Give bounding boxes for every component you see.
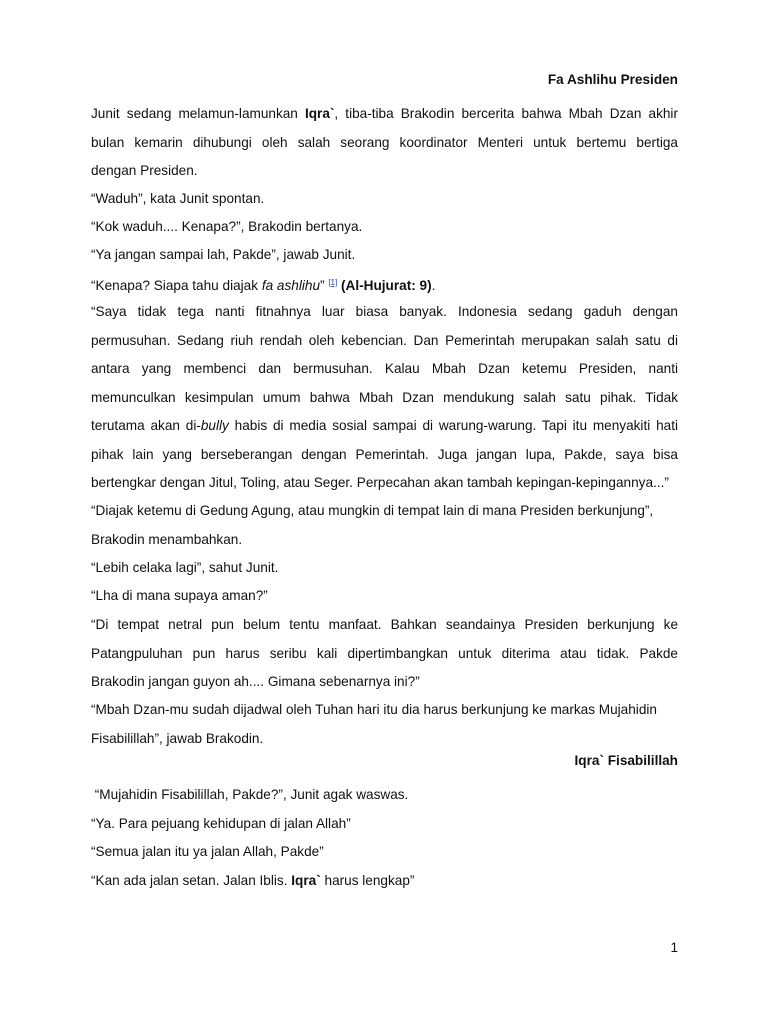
section-heading-fa-ashlihu: Fa Ashlihu Presiden bbox=[547, 72, 678, 87]
text-line: Junit sedang melamun-lamunkan Iqra`, tiba-tiba Brakodin bercerita bahwa Mbah Dzan akhir bbox=[91, 106, 678, 121]
text-line: “Mujahidin Fisabilillah, Pakde?”, Junit agak waswas. bbox=[91, 787, 409, 802]
footnote-reference-link[interactable]: [1] bbox=[328, 278, 338, 287]
paragraph-9 bbox=[91, 582, 678, 611]
paragraph-7 bbox=[91, 497, 678, 554]
text-line: Fisabilillah”, jawab Brakodin. bbox=[91, 730, 264, 746]
page-number: 1 bbox=[670, 940, 678, 955]
paragraph-4 bbox=[91, 241, 678, 270]
text-line: “Waduh”, kata Junit spontan. bbox=[91, 191, 265, 206]
paragraph-5 bbox=[91, 269, 678, 298]
paragraph-10 bbox=[91, 611, 678, 697]
text-line: bertengkar dengan Jitul, Toling, atau Seger. Perpecahan akan tambah kepingan-kepingannya...” bbox=[91, 475, 669, 490]
paragraph-3 bbox=[91, 213, 678, 242]
text-line: “Semua jalan itu ya jalan Allah, Pakde” bbox=[91, 844, 324, 859]
text-line: “Ya jangan sampai lah, Pakde”, jawab Junit. bbox=[91, 247, 356, 262]
text-line: “Kok waduh.... Kenapa?”, Brakodin bertanya. bbox=[91, 219, 363, 234]
text-line: memunculkan kesimpulan umum bahwa Mbah Dzan mendukung salah satu pihak. Tidak bbox=[91, 389, 678, 405]
paragraph-2 bbox=[91, 185, 678, 214]
text-line: “Di tempat netral pun belum tentu manfaat. Bahkan seandainya Presiden berkunjung ke bbox=[91, 617, 678, 632]
paragraph-11 bbox=[91, 696, 678, 753]
text-line: Patangpuluhan pun harus seribu kali dipertimbangkan untuk diterima atau tidak. Pakde bbox=[91, 645, 678, 661]
text-line: terutama akan di-bully habis di media sosial sampai di warung-warung. Tapi itu menyakiti hati bbox=[91, 418, 678, 433]
text-line: permusuhan. Sedang riuh rendah oleh kebencian. Dan Pemerintah merupakan salah satu di bbox=[91, 332, 678, 348]
paragraph-6 bbox=[91, 298, 678, 498]
text-line: “Kan ada jalan setan. Jalan Iblis. Iqra` harus lengkap” bbox=[91, 873, 415, 888]
paragraph-8 bbox=[91, 554, 678, 583]
text-line: Brakodin menambahkan. bbox=[91, 531, 243, 547]
text-line: “Lha di mana supaya aman?” bbox=[91, 588, 268, 603]
text-line: “Mbah Dzan-mu sudah dijadwal oleh Tuhan hari itu dia harus berkunjung ke markas Mujahidin bbox=[91, 702, 657, 717]
text-line: dengan Presiden. bbox=[91, 163, 198, 178]
text-line: “Kenapa? Siapa tahu diajak fa ashlihu” [1] (Al-Hujurat: 9). bbox=[91, 278, 436, 293]
text-line: bulan kemarin dihubungi oleh salah seorang koordinator Menteri untuk bertemu bertiga bbox=[91, 134, 678, 150]
paragraph-14 bbox=[91, 838, 678, 867]
text-line: “Saya tidak tega nanti fitnahnya luar biasa banyak. Indonesia sedang gaduh dengan bbox=[91, 304, 678, 319]
paragraph-15 bbox=[91, 867, 678, 896]
paragraph-12 bbox=[91, 781, 678, 810]
paragraph-1 bbox=[91, 100, 678, 186]
text-line: pihak lain yang berseberangan dengan Pemerintah. Juga jangan lupa, Pakde, saya bisa bbox=[91, 446, 678, 462]
text-line: “Diajak ketemu di Gedung Agung, atau mungkin di tempat lain di mana Presiden berkunjung”, bbox=[91, 503, 654, 518]
text-line: “Lebih celaka lagi”, sahut Junit. bbox=[91, 560, 279, 575]
text-line: antara yang membenci dan bermusuhan. Kalau Mbah Dzan ketemu Presiden, nanti bbox=[91, 361, 678, 376]
text-line: Brakodin jangan guyon ah.... Gimana sebenarnya ini?” bbox=[91, 674, 420, 689]
section-heading-iqra-fisabilillah: Iqra` Fisabilillah bbox=[574, 753, 678, 768]
text-line: “Ya. Para pejuang kehidupan di jalan Allah” bbox=[91, 816, 351, 831]
paragraph-13 bbox=[91, 810, 678, 839]
